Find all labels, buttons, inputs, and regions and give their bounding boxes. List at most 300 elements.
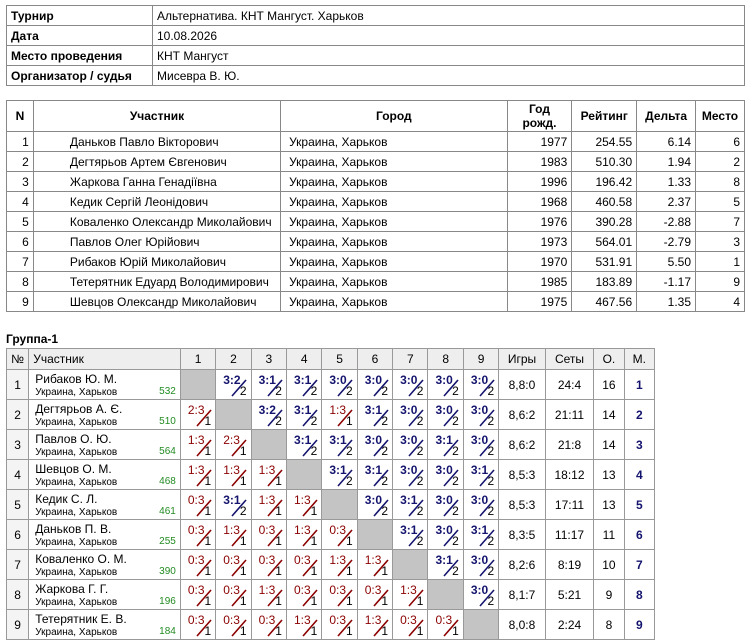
match-result[interactable] bbox=[180, 580, 215, 610]
info-label: Дата bbox=[7, 26, 153, 46]
match-result[interactable] bbox=[322, 460, 357, 490]
participants-cell: Дегтярьов Артем Євгенович bbox=[33, 152, 280, 172]
match-result[interactable] bbox=[322, 550, 357, 580]
participants-cell: 510.30 bbox=[572, 152, 637, 172]
table-row bbox=[7, 212, 745, 232]
match-points: 1 bbox=[416, 594, 424, 608]
match-result[interactable] bbox=[322, 520, 357, 550]
match-points: 2 bbox=[310, 384, 318, 398]
match-points: 1 bbox=[310, 504, 318, 518]
match-result[interactable] bbox=[463, 460, 498, 490]
match-result[interactable] bbox=[463, 580, 498, 610]
grid-header: Участник bbox=[29, 349, 181, 370]
participants-cell: 1970 bbox=[507, 252, 572, 272]
match-score: 0:3 bbox=[223, 553, 240, 567]
match-result[interactable] bbox=[286, 370, 321, 400]
match-result[interactable] bbox=[322, 580, 357, 610]
match-result[interactable] bbox=[357, 490, 392, 520]
match-result[interactable] bbox=[286, 610, 321, 640]
participants-cell: 7 bbox=[7, 252, 34, 272]
grid-player bbox=[29, 430, 181, 460]
match-result[interactable] bbox=[216, 490, 251, 520]
match-result[interactable] bbox=[357, 460, 392, 490]
match-points: 2 bbox=[310, 414, 318, 428]
player-name: Рибаков Ю. М. bbox=[35, 372, 118, 386]
participants-cell: 4 bbox=[7, 192, 34, 212]
grid-points: 13 bbox=[594, 490, 624, 520]
match-result[interactable] bbox=[357, 370, 392, 400]
grid-player bbox=[29, 550, 181, 580]
participants-cell: Даньков Павло Вікторович bbox=[33, 132, 280, 152]
participants-cell: 564.01 bbox=[572, 232, 637, 252]
match-points: 2 bbox=[487, 414, 495, 428]
grid-header: 1 bbox=[180, 349, 215, 370]
grid-header: 4 bbox=[286, 349, 321, 370]
player-rating: 468 bbox=[159, 476, 176, 487]
grid-points: 14 bbox=[594, 430, 624, 460]
match-points: 1 bbox=[275, 564, 282, 578]
match-result[interactable] bbox=[251, 520, 286, 550]
match-score: 3:1 bbox=[400, 523, 418, 537]
table-row bbox=[7, 400, 655, 430]
match-score: 3:0 bbox=[470, 493, 489, 507]
match-result[interactable] bbox=[216, 370, 251, 400]
grid-header: 7 bbox=[393, 349, 428, 370]
participants-cell: Украина, Харьков bbox=[281, 152, 508, 172]
participants-cell: Украина, Харьков bbox=[281, 192, 508, 212]
participants-cell: 460.58 bbox=[572, 192, 637, 212]
match-result[interactable] bbox=[180, 550, 215, 580]
match-points: 1 bbox=[275, 534, 282, 548]
player-city: Украина, Харьков bbox=[35, 447, 118, 458]
match-points: 1 bbox=[381, 594, 389, 608]
table-row bbox=[7, 580, 655, 610]
diagonal-cell bbox=[393, 550, 428, 580]
match-result[interactable] bbox=[393, 610, 428, 640]
match-result[interactable] bbox=[286, 520, 321, 550]
participants-table bbox=[6, 100, 745, 312]
participants-cell: 6 bbox=[7, 232, 34, 252]
grid-player bbox=[29, 460, 181, 490]
match-points: 2 bbox=[452, 534, 459, 548]
match-result[interactable] bbox=[322, 430, 357, 460]
match-score: 0:3 bbox=[293, 583, 311, 597]
match-score: 0:3 bbox=[258, 523, 276, 537]
grid-points: 14 bbox=[594, 400, 624, 430]
match-score: 3:1 bbox=[223, 493, 241, 507]
match-result[interactable] bbox=[216, 430, 251, 460]
grid-games: 8,6:2 bbox=[499, 430, 546, 460]
table-row bbox=[7, 520, 655, 550]
grid-player bbox=[29, 610, 181, 640]
grid-sets: 24:4 bbox=[545, 370, 594, 400]
match-score: 3:0 bbox=[364, 373, 383, 387]
table-row bbox=[7, 610, 655, 640]
match-points: 1 bbox=[452, 624, 459, 638]
table-row bbox=[7, 232, 745, 252]
match-points: 1 bbox=[239, 594, 247, 608]
match-score: 0:3 bbox=[187, 523, 205, 537]
match-points: 1 bbox=[204, 564, 212, 578]
match-result[interactable] bbox=[251, 550, 286, 580]
match-points: 2 bbox=[310, 444, 318, 458]
match-result[interactable] bbox=[251, 610, 286, 640]
match-result[interactable] bbox=[357, 430, 392, 460]
match-points: 2 bbox=[452, 414, 459, 428]
match-result[interactable] bbox=[463, 490, 498, 520]
match-points: 2 bbox=[381, 504, 389, 518]
match-result[interactable] bbox=[357, 610, 392, 640]
match-points: 1 bbox=[204, 444, 212, 458]
match-result[interactable] bbox=[251, 370, 286, 400]
match-score: 3:0 bbox=[435, 403, 453, 417]
grid-place: 5 bbox=[624, 490, 654, 520]
grid-games: 8,5:3 bbox=[499, 460, 546, 490]
participants-cell: 6 bbox=[696, 132, 745, 152]
match-points: 2 bbox=[416, 414, 424, 428]
match-result[interactable] bbox=[428, 490, 463, 520]
match-score: 0:3 bbox=[258, 613, 276, 627]
player-rating: 461 bbox=[159, 506, 176, 517]
participants-cell: -1.17 bbox=[637, 272, 696, 292]
participants-cell: -2.88 bbox=[637, 212, 696, 232]
match-points: 1 bbox=[346, 534, 353, 548]
match-result[interactable] bbox=[428, 370, 463, 400]
participants-cell: 8 bbox=[696, 172, 745, 192]
match-score: 3:0 bbox=[435, 523, 453, 537]
participants-header: Город bbox=[281, 101, 508, 132]
match-result[interactable] bbox=[322, 400, 357, 430]
grid-player bbox=[29, 520, 181, 550]
participants-cell: 390.28 bbox=[572, 212, 637, 232]
grid-player-number: 2 bbox=[7, 400, 29, 430]
match-result[interactable] bbox=[251, 460, 286, 490]
info-value: Мисевра В. Ю. bbox=[153, 66, 745, 86]
table-row bbox=[7, 152, 745, 172]
participants-cell: 3 bbox=[696, 232, 745, 252]
match-result[interactable] bbox=[357, 580, 392, 610]
match-result[interactable] bbox=[463, 430, 498, 460]
match-result[interactable] bbox=[180, 400, 215, 430]
match-score: 0:3 bbox=[187, 613, 205, 627]
match-score: 3:1 bbox=[258, 373, 276, 387]
match-score: 3:1 bbox=[364, 403, 383, 417]
match-result[interactable] bbox=[463, 550, 498, 580]
match-result[interactable] bbox=[428, 520, 463, 550]
participants-cell: 3 bbox=[7, 172, 34, 192]
table-row bbox=[7, 370, 655, 400]
match-score: 0:3 bbox=[329, 583, 347, 597]
match-score: 0:3 bbox=[187, 583, 205, 597]
player-rating: 564 bbox=[159, 446, 176, 457]
grid-points: 10 bbox=[594, 550, 624, 580]
grid-games: 8,8:0 bbox=[499, 370, 546, 400]
participants-cell: 1996 bbox=[507, 172, 572, 192]
match-result[interactable] bbox=[216, 520, 251, 550]
match-result[interactable] bbox=[393, 490, 428, 520]
match-points: 2 bbox=[381, 444, 389, 458]
participants-cell: Украина, Харьков bbox=[281, 232, 508, 252]
match-result[interactable] bbox=[251, 490, 286, 520]
grid-header: № bbox=[7, 349, 29, 370]
match-result[interactable] bbox=[428, 610, 463, 640]
match-points: 2 bbox=[487, 534, 495, 548]
match-score: 1:3 bbox=[258, 493, 276, 507]
match-score: 1:3 bbox=[329, 403, 347, 417]
match-score: 0:3 bbox=[223, 613, 240, 627]
match-points: 1 bbox=[204, 504, 212, 518]
match-result[interactable] bbox=[180, 490, 215, 520]
grid-place: 4 bbox=[624, 460, 654, 490]
match-result[interactable] bbox=[428, 430, 463, 460]
match-result[interactable] bbox=[180, 460, 215, 490]
participants-cell: 8 bbox=[7, 272, 34, 292]
grid-sets: 17:11 bbox=[545, 490, 594, 520]
table-row bbox=[7, 292, 745, 312]
match-points: 2 bbox=[416, 504, 424, 518]
match-result[interactable] bbox=[428, 460, 463, 490]
match-result[interactable] bbox=[251, 580, 286, 610]
diagonal-cell bbox=[463, 610, 498, 640]
match-result[interactable] bbox=[216, 580, 251, 610]
participants-header: Участник bbox=[33, 101, 280, 132]
participants-cell: 9 bbox=[7, 292, 34, 312]
match-points: 1 bbox=[204, 474, 212, 488]
match-result[interactable] bbox=[357, 400, 392, 430]
match-result[interactable] bbox=[393, 400, 428, 430]
match-result[interactable] bbox=[463, 400, 498, 430]
participants-cell: Коваленко Олександр Миколайович bbox=[33, 212, 280, 232]
match-result[interactable] bbox=[216, 610, 251, 640]
match-points: 2 bbox=[416, 534, 424, 548]
grid-player bbox=[29, 490, 181, 520]
participants-cell: 2 bbox=[7, 152, 34, 172]
grid-points: 13 bbox=[594, 460, 624, 490]
match-result[interactable] bbox=[322, 370, 357, 400]
match-points: 1 bbox=[310, 624, 318, 638]
match-points: 2 bbox=[487, 444, 495, 458]
participants-cell: Рибаков Юрій Миколайович bbox=[33, 252, 280, 272]
grid-games: 8,5:3 bbox=[499, 490, 546, 520]
match-result[interactable] bbox=[357, 550, 392, 580]
match-points: 1 bbox=[239, 474, 247, 488]
participants-cell: 1 bbox=[696, 252, 745, 272]
participants-cell: 1977 bbox=[507, 132, 572, 152]
match-score: 1:3 bbox=[400, 583, 417, 597]
diagonal-cell bbox=[322, 490, 357, 520]
diagonal-cell bbox=[180, 370, 215, 400]
match-score: 3:1 bbox=[329, 433, 347, 447]
match-result[interactable] bbox=[286, 550, 321, 580]
participants-header: Год рожд. bbox=[507, 101, 572, 132]
match-score: 3:2 bbox=[258, 403, 276, 417]
match-score: 3:0 bbox=[470, 433, 489, 447]
match-result[interactable] bbox=[393, 430, 428, 460]
match-result[interactable] bbox=[463, 370, 498, 400]
participants-cell: Павлов Олег Юрійович bbox=[33, 232, 280, 252]
table-row bbox=[7, 132, 745, 152]
match-score: 3:1 bbox=[435, 433, 453, 447]
table-row bbox=[7, 550, 655, 580]
match-score: 3:1 bbox=[364, 463, 383, 477]
match-result[interactable] bbox=[428, 550, 463, 580]
grid-sets: 21:8 bbox=[545, 430, 594, 460]
grid-header: 6 bbox=[357, 349, 392, 370]
participants-cell: 5.50 bbox=[637, 252, 696, 272]
player-name: Дегтярьов А. Є. bbox=[35, 402, 123, 416]
player-rating: 510 bbox=[159, 416, 176, 427]
grid-games: 8,2:6 bbox=[499, 550, 546, 580]
match-score: 1:3 bbox=[258, 583, 276, 597]
match-score: 0:3 bbox=[187, 493, 205, 507]
match-result[interactable] bbox=[393, 580, 428, 610]
player-name: Тетерятник Е. В. bbox=[35, 612, 127, 626]
match-score: 3:0 bbox=[470, 403, 489, 417]
match-result[interactable] bbox=[251, 400, 286, 430]
grid-sets: 8:19 bbox=[545, 550, 594, 580]
player-city: Украина, Харьков bbox=[35, 597, 118, 608]
match-result[interactable] bbox=[286, 430, 321, 460]
match-result[interactable] bbox=[393, 520, 428, 550]
grid-player bbox=[29, 400, 181, 430]
match-points: 2 bbox=[381, 474, 389, 488]
match-points: 1 bbox=[239, 564, 247, 578]
grid-player bbox=[29, 580, 181, 610]
info-value: Альтернатива. КНТ Мангуст. Харьков bbox=[153, 6, 745, 26]
participants-cell: 254.55 bbox=[572, 132, 637, 152]
match-points: 2 bbox=[452, 564, 459, 578]
match-points: 2 bbox=[452, 504, 459, 518]
match-score: 0:3 bbox=[329, 523, 347, 537]
player-name: Кедик С. Л. bbox=[35, 492, 98, 506]
match-score: 3:0 bbox=[435, 373, 453, 387]
match-result[interactable] bbox=[180, 430, 215, 460]
participants-cell: Украина, Харьков bbox=[281, 132, 508, 152]
participants-cell: 4 bbox=[696, 292, 745, 312]
match-result[interactable] bbox=[393, 460, 428, 490]
match-score: 1:3 bbox=[329, 553, 347, 567]
player-rating: 184 bbox=[159, 626, 176, 637]
match-result[interactable] bbox=[322, 610, 357, 640]
match-points: 2 bbox=[487, 504, 495, 518]
match-score: 3:0 bbox=[400, 403, 418, 417]
match-points: 2 bbox=[381, 414, 389, 428]
match-score: 3:1 bbox=[293, 373, 312, 387]
player-city: Украина, Харьков bbox=[35, 417, 118, 428]
match-result[interactable] bbox=[428, 400, 463, 430]
match-score: 0:3 bbox=[293, 553, 311, 567]
match-score: 3:0 bbox=[470, 553, 489, 567]
match-result[interactable] bbox=[286, 400, 321, 430]
participants-cell: Кедик Сергій Леонідович bbox=[33, 192, 280, 212]
match-result[interactable] bbox=[180, 520, 215, 550]
match-points: 2 bbox=[381, 384, 389, 398]
grid-player-number: 3 bbox=[7, 430, 29, 460]
match-points: 1 bbox=[275, 474, 282, 488]
match-result[interactable] bbox=[180, 610, 215, 640]
participants-cell: 5 bbox=[7, 212, 34, 232]
grid-player-number: 5 bbox=[7, 490, 29, 520]
match-score: 3:2 bbox=[223, 373, 241, 387]
diagonal-cell bbox=[216, 400, 251, 430]
grid-header: Сеты bbox=[545, 349, 594, 370]
grid-place: 8 bbox=[624, 580, 654, 610]
match-score: 3:0 bbox=[470, 583, 489, 597]
player-name: Шевцов О. М. bbox=[35, 462, 112, 476]
match-score: 3:0 bbox=[470, 373, 489, 387]
diagonal-cell bbox=[428, 580, 463, 610]
player-name: Жаркова Г. Г. bbox=[35, 582, 109, 596]
player-rating: 390 bbox=[159, 566, 176, 577]
match-points: 1 bbox=[204, 534, 212, 548]
participants-cell: Украина, Харьков bbox=[281, 292, 508, 312]
match-points: 2 bbox=[239, 384, 247, 398]
match-score: 2:3 bbox=[223, 433, 240, 447]
match-score: 0:3 bbox=[435, 613, 453, 627]
table-row bbox=[7, 192, 745, 212]
match-score: 1:3 bbox=[364, 553, 382, 567]
grid-header: О. bbox=[594, 349, 624, 370]
info-row bbox=[7, 6, 745, 26]
diagonal-cell bbox=[357, 520, 392, 550]
match-points: 2 bbox=[452, 384, 459, 398]
match-score: 3:0 bbox=[435, 493, 453, 507]
grid-place: 9 bbox=[624, 610, 654, 640]
match-result[interactable] bbox=[286, 490, 321, 520]
participants-cell: 2.37 bbox=[637, 192, 696, 212]
grid-header: Игры bbox=[499, 349, 546, 370]
match-score: 1:3 bbox=[293, 493, 311, 507]
match-score: 1:3 bbox=[293, 523, 311, 537]
participants-cell: Шевцов Олександр Миколайович bbox=[33, 292, 280, 312]
grid-sets: 5:21 bbox=[545, 580, 594, 610]
match-result[interactable] bbox=[216, 460, 251, 490]
player-city: Украина, Харьков bbox=[35, 507, 118, 518]
match-result[interactable] bbox=[463, 520, 498, 550]
participants-cell: 1.33 bbox=[637, 172, 696, 192]
match-score: 0:3 bbox=[400, 613, 417, 627]
participants-cell: 1.35 bbox=[637, 292, 696, 312]
grid-points: 9 bbox=[594, 580, 624, 610]
grid-place: 6 bbox=[624, 520, 654, 550]
participants-cell: 1976 bbox=[507, 212, 572, 232]
match-score: 3:1 bbox=[329, 463, 347, 477]
grid-player-number: 1 bbox=[7, 370, 29, 400]
match-score: 1:3 bbox=[187, 463, 205, 477]
participants-cell: 9 bbox=[696, 272, 745, 292]
grid-header: 5 bbox=[322, 349, 357, 370]
match-points: 2 bbox=[275, 384, 282, 398]
info-row bbox=[7, 46, 745, 66]
match-score: 3:0 bbox=[400, 373, 418, 387]
participants-cell: 1973 bbox=[507, 232, 572, 252]
match-result[interactable] bbox=[216, 550, 251, 580]
match-result[interactable] bbox=[393, 370, 428, 400]
match-score: 1:3 bbox=[187, 433, 205, 447]
match-points: 1 bbox=[204, 594, 212, 608]
grid-header: 9 bbox=[463, 349, 498, 370]
player-name: Даньков П. В. bbox=[35, 522, 112, 536]
match-score: 3:0 bbox=[400, 463, 418, 477]
match-score: 1:3 bbox=[364, 613, 382, 627]
participants-cell: Украина, Харьков bbox=[281, 172, 508, 192]
match-points: 2 bbox=[487, 474, 495, 488]
match-points: 1 bbox=[310, 594, 318, 608]
match-result[interactable] bbox=[286, 580, 321, 610]
participants-cell: 1975 bbox=[507, 292, 572, 312]
match-points: 1 bbox=[346, 564, 353, 578]
info-value: 10.08.2026 bbox=[153, 26, 745, 46]
